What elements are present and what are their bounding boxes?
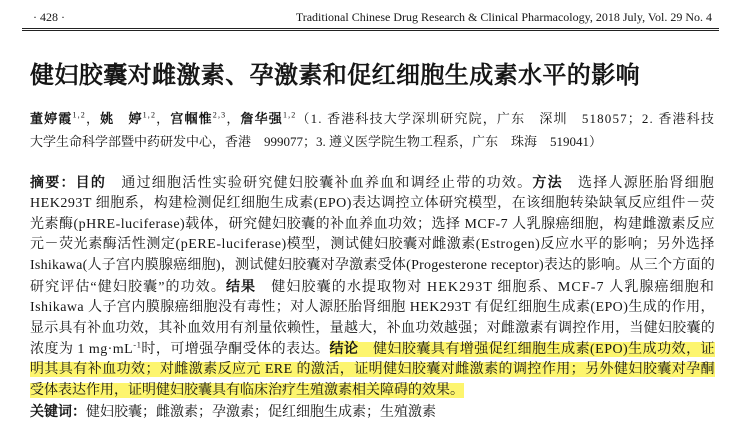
text-run: Ishikawa(人子宫内膜腺癌细胞)，测试健妇胶囊对孕激素受体(Progesterone receptor)表达的影响。从三个方面的 [30, 258, 715, 274]
author-name: 宫帼惟 [170, 112, 213, 127]
author-name: 詹华强 [240, 112, 283, 127]
text-run: 浓度为 1 mg·mL [30, 342, 134, 358]
text-run: 通过细胞活性实验研究健妇胶囊补血养血和调经止带的功效。 [106, 176, 533, 191]
abstract-line-content [30, 196, 715, 211]
author-affiliation-block [30, 108, 715, 153]
abstract-line-content [30, 383, 464, 398]
text-run: ， [226, 111, 241, 126]
abstract-line [30, 235, 715, 256]
highlighted-text-run: 健妇胶囊具有增强促红细胞生成素(EPO)生成功效，证 [358, 342, 716, 358]
abstract-line-content [30, 280, 715, 295]
superscript: -1 [133, 339, 142, 350]
text-run: （1. 香港科技大学深圳研究院，广东 深圳 518057；2. 香港科技 [296, 111, 715, 126]
highlighted-text-run: 受体表达作用，证明健妇胶囊具有临床治疗生殖激素相关障碍的效果。 [30, 382, 464, 398]
section-label: 方法 [532, 175, 563, 191]
abstract-line [30, 277, 715, 298]
abstract-line-content [30, 176, 715, 191]
abstract-line-content [30, 300, 715, 315]
section-label: 摘要： [30, 175, 76, 191]
text-run: Ishikawa 人子宫内膜腺癌细胞没有毒性；对人源胚胎肾细胞 HEK293T 有促红细胞生成素(EPO)生成的作用， [30, 299, 715, 315]
author-name: 董婷霞 [30, 112, 73, 127]
abstract-line [30, 381, 715, 402]
highlighted-section-label: 结论 [329, 341, 359, 358]
text-run: 时，可增强孕酮受体的表达。 [141, 342, 330, 358]
abstract-line-content [30, 258, 715, 273]
keywords-label: 关键词： [30, 404, 86, 420]
article-title: 健妇胶囊对雌激素、孕激素和促红细胞生成素水平的影响 [30, 61, 640, 89]
abstract-line-content [30, 339, 716, 358]
keywords-line-content [30, 405, 436, 420]
header-rule [22, 28, 719, 31]
abstract-line [30, 339, 715, 360]
superscript: 1,2 [282, 110, 297, 120]
superscript: 2,3 [212, 110, 227, 120]
abstract-line-content [30, 237, 715, 252]
text-run: HEK293T 细胞系，构建检测促红细胞生成素(EPO)表达调控立体研究模型，在该细胞转染缺氧反应组件－荧 [30, 195, 715, 211]
superscript: 1,2 [72, 110, 86, 120]
abstract-block [30, 173, 715, 402]
text-run: 健妇胶囊的水提取物对 HEK293T 细胞系、MCF-7 人乳腺癌细胞和 [256, 279, 715, 295]
text-run: 大学生命科学部暨中药研发中心，香港 999077；3. 遵义医学院生物工程系，广东 珠海 519041） [30, 133, 603, 149]
author-line [30, 108, 715, 131]
text-run: 研究评估“健妇胶囊”的功效。 [30, 279, 226, 295]
running-header-journal: Traditional Chinese Drug Research & Clinical Pharmacology, 2018 July, Vol. 29 No. 4 [295, 10, 712, 24]
keywords-block [30, 402, 715, 423]
author-line-content [30, 134, 602, 149]
abstract-line-content [30, 321, 715, 336]
text-run: 光素酶(pHRE-luciferase)载体，研究健妇胶囊的补血养血功效；选择 MCF-7 人乳腺癌细胞，构建雌激素反应 [30, 216, 715, 232]
author-line [30, 131, 715, 154]
text-run: ， [86, 111, 101, 126]
abstract-line [30, 319, 715, 340]
abstract-line [30, 215, 715, 236]
abstract-line-content [30, 217, 715, 232]
text-run: ， [156, 111, 171, 126]
abstract-line [30, 173, 715, 194]
abstract-line [30, 256, 715, 277]
highlighted-text-run: 明其具有补血功效；对雌激素反应元 ERE 的激活，证明健妇胶囊对雌激素的调控作用；另外健妇胶囊对孕酮 [30, 362, 715, 378]
text-run: 显示具有补血功效，其补血效用有剂量依赖性，量越大，补血功效越强；对雌激素有调控作用，当健妇胶囊的 [30, 320, 715, 336]
abstract-line [30, 360, 715, 381]
text-run: 健妇胶囊；雌激素；孕激素；促红细胞生成素；生殖激素 [86, 405, 436, 420]
abstract-line [30, 298, 715, 319]
text-run: 元－荧光素酶活性测定(pERE-luciferase)模型，测试健妇胶囊对雌激素(Estrogen)反应水平的影响；另外选择 [30, 237, 715, 253]
abstract-line [30, 194, 715, 215]
page-number: · 428 · [33, 10, 65, 24]
text-run: 选择人源胚胎肾细胞 [562, 176, 716, 191]
section-label: 目的 [75, 175, 107, 191]
author-line-content [30, 111, 715, 126]
abstract-line-content [30, 362, 715, 377]
section-label: 结果 [225, 278, 257, 295]
keywords-line [30, 402, 715, 423]
author-name: 姚 婷 [100, 112, 143, 127]
superscript: 1,2 [142, 110, 157, 120]
